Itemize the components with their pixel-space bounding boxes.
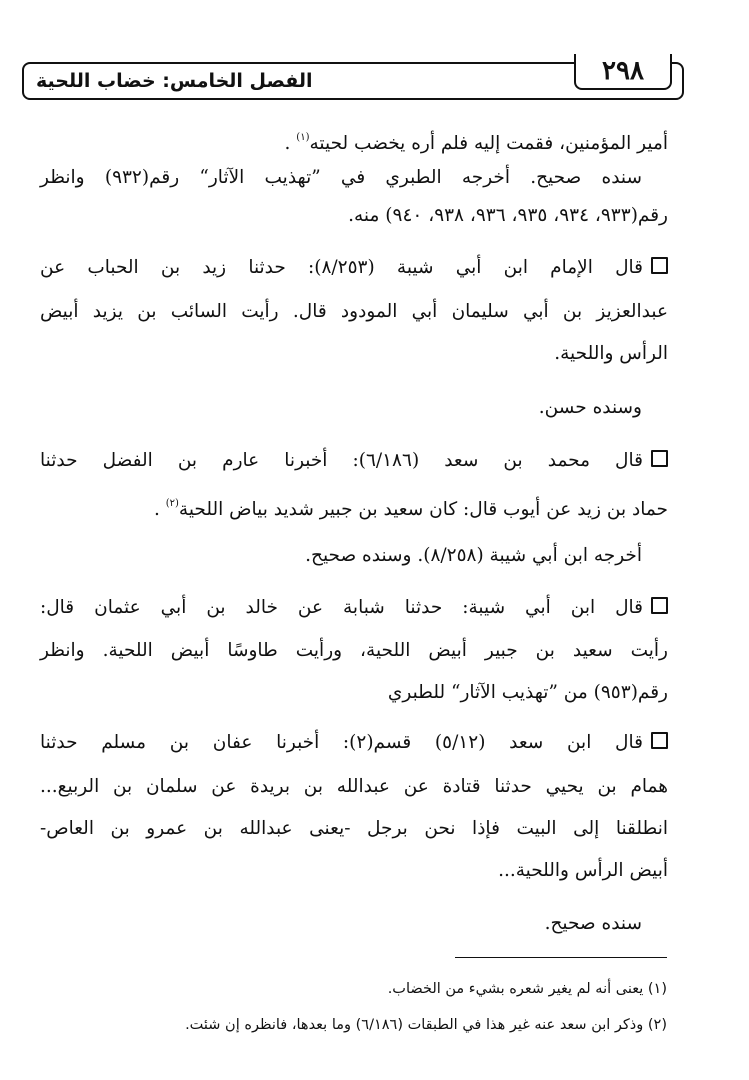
text-line: انطلقنا إلى البيت فإذا نحن برجل -يعنى عبدالله بن عمرو بن العاص-: [40, 818, 668, 839]
running-header: [22, 56, 684, 100]
square-bullet-icon: [651, 257, 668, 274]
page-number: ٢٩٨: [602, 56, 644, 86]
narration-line: قال محمد بن سعد (٦/١٨٦): أخبرنا عارم بن الفضل حدثنا: [40, 441, 668, 481]
square-bullet-icon: [651, 732, 668, 749]
text-line: رقم(٩٥٣) من ”تهذيب الآثار“ للطبري: [387, 682, 668, 703]
text-line: سنده صحيح. أخرجه الطبري في ”تهذيب الآثار“ رقم(٩٣٢) وانظر: [40, 167, 642, 188]
footnote: (٢) وذكر ابن سعد عنه غير هذا في الطبقات (٦/١٨٦) وما بعدها، فانظره إن شئت.: [185, 1017, 667, 1033]
text-line: حماد بن زيد عن أيوب قال: كان سعيد بن جبير شديد بياض اللحية$^{(٢)}$ .: [153, 498, 668, 520]
text-line: عبدالعزيز بن أبي سليمان أبي المودود قال. رأيت السائب بن يزيد أبيض: [40, 301, 668, 322]
grading-line: وسنده حسن.: [538, 397, 642, 418]
text-line: أبيض الرأس واللحية...: [498, 860, 668, 881]
narration-line: قال ابن أبي شيبة: حدثنا شبابة عن خالد بن أبي عثمان قال:: [40, 588, 668, 628]
square-bullet-icon: [651, 597, 668, 614]
grading-line: سنده صحيح.: [544, 913, 642, 934]
narration-line: قال ابن سعد (٥/١٢) قسم(٢): أخبرنا عفان بن مسلم حدثنا: [40, 723, 668, 763]
narration-line: قال الإمام ابن أبي شيبة (٨/٢٥٣): حدثنا زيد بن الحباب عن: [40, 248, 668, 288]
text-line: رقم(٩٣٣، ٩٣٤، ٩٣٥، ٩٣٦، ٩٣٨، ٩٤٠) منه.: [348, 205, 668, 226]
text-line: أمير المؤمنين، فقمت إليه فلم أره يخضب لحيته$^{(١)}$ .: [284, 132, 668, 154]
chapter-title: الفصل الخامس: خضاب اللحية: [36, 70, 313, 92]
text-line: همام بن يحيي حدثنا قتادة عن عبدالله بن بريدة عن سلمان بن الربيع...: [40, 776, 668, 797]
text-line: رأيت سعيد بن جبير أبيض اللحية، ورأيت طاوسًا أبيض اللحية. وانظر: [40, 640, 668, 661]
square-bullet-icon: [651, 450, 668, 467]
footnote-divider: [455, 957, 667, 958]
text-line: أخرجه ابن أبي شيبة (٨/٢٥٨). وسنده صحيح.: [305, 545, 642, 566]
footnote-marker: (٢): [165, 498, 179, 509]
text-line: الرأس واللحية.: [554, 343, 668, 364]
page-number-tab: [574, 54, 672, 90]
footnote: (١) يعنى أنه لم يغير شعره بشيء من الخضاب.: [387, 981, 667, 997]
footnote-marker: (١): [296, 132, 310, 143]
